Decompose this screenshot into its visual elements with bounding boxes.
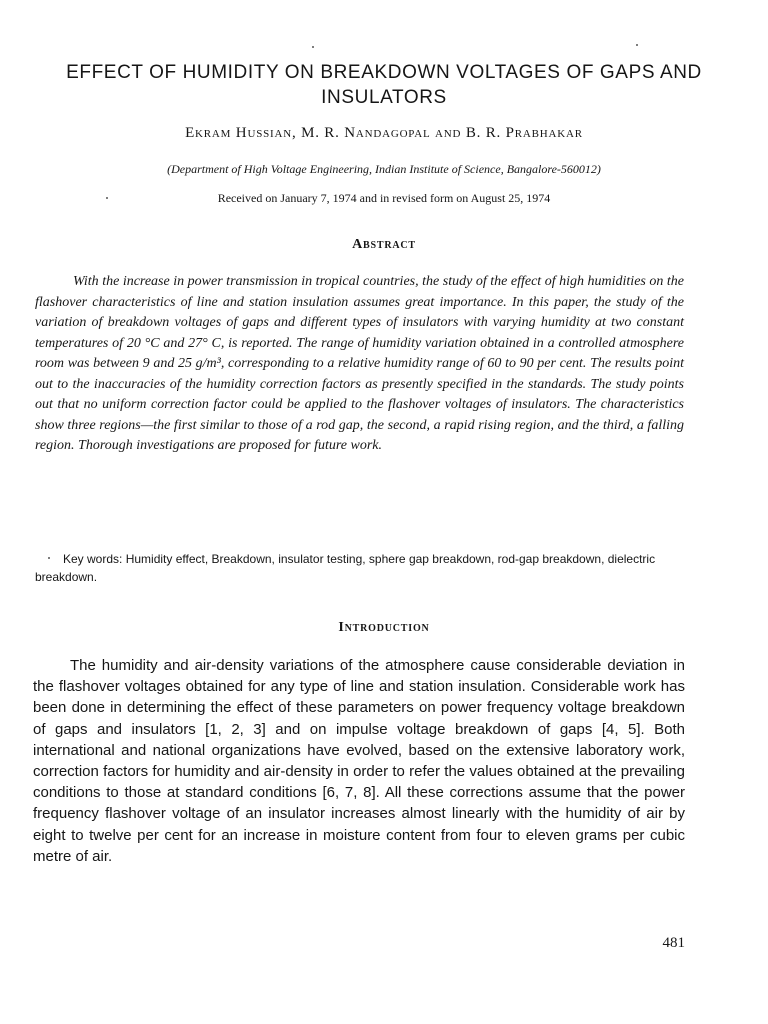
- introduction-heading: Introduction: [338, 620, 430, 635]
- author-list: Ekram Hussian, M. R. Nandagopal and B. R. Prabhakar: [185, 125, 583, 141]
- abstract-body: With the increase in power transmission in tropical countries, the study of the effect of high humidities on the flashover characteristics of line and station insulation assumes great importance. In this paper, the study of the variation of breakdown voltages of gaps and different types of insulators with varying humidity at two constant temperatures of 20 °C and 27° C, is reported. The range of humidity variation obtained in a controlled atmosphere room was between 9 and 25 g/m³, corresponding to a relative humidity range of 60 to 90 per cent. The results point out to the inaccuracies of the humidity correction factors as presently specified in the standards. The study points out that no uniform correction factor could be applied to the flashover voltages of insulators. The characteristics show three regions—the first similar to those of a rod gap, the second, a rapid rising region, and the third, a falling region. Thorough investigations are proposed for future work.: [35, 274, 684, 453]
- page-number: 481: [662, 935, 685, 951]
- scan-speck: [312, 46, 314, 48]
- received-date: Received on January 7, 1974 and in revised form on August 25, 1974: [217, 191, 551, 205]
- keywords: Key words: Humidity effect, Breakdown, insulator testing, sphere gap breakdown, rod-gap breakdown, dielectric breakdown.: [35, 552, 656, 584]
- abstract-heading: Abstract: [352, 237, 416, 252]
- introduction-body: The humidity and air-density variations of the atmosphere cause considerable deviation in the flashover voltages obtained for any type of line and station insulation. Considerable work has been done in determining the effect of these parameters on power frequency voltage breakdown of gaps and insulators [1, 2, 3] and on impulse voltage breakdown of gaps [4, 5]. Both international and national organizations have evolved, based on the extensive laboratory work, correction factors for humidity and air-density in order to refer the values obtained at the prevailing conditions to those at standard conditions [6, 7, 8]. All these corrections assume that the power frequency flashover voltage of an insulator increases almost linearly with the humidity of air by eight to twelve per cent for an increase in moisture content from four to eleven grams per cubic metre of air.: [33, 657, 685, 865]
- affiliation: (Department of High Voltage Engineering, Indian Institute of Science, Bangalore-560012): [167, 162, 601, 176]
- scan-speck: [636, 44, 638, 46]
- paper-title: EFFECT OF HUMIDITY ON BREAKDOWN VOLTAGES OF GAPS AND INSULATORS: [66, 62, 702, 108]
